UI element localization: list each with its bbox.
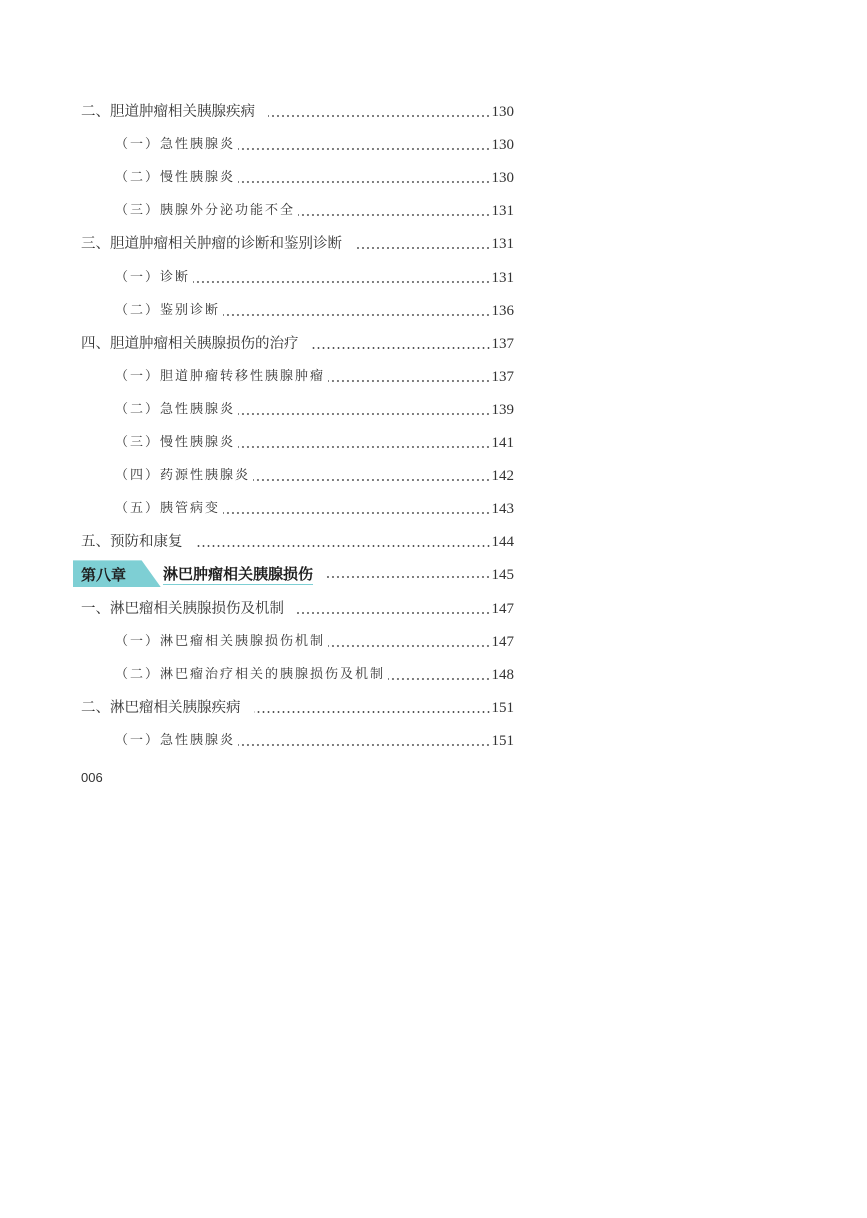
toc-subsection-entry	[81, 128, 514, 161]
toc-subsection-entry	[81, 658, 514, 691]
toc-page-number: 145	[491, 566, 514, 583]
toc-subsection-number: （四）	[115, 468, 161, 484]
toc-subsection-entry	[81, 194, 514, 227]
toc-subsection-entry	[81, 492, 514, 525]
toc-entry-title: 急性胰腺炎	[160, 137, 236, 153]
toc-chapter-entry	[81, 558, 514, 591]
toc-entry-title: 胆道肿瘤转移性胰腺肿瘤	[160, 368, 326, 384]
dot-leader	[223, 512, 490, 514]
toc-page-number: 139	[491, 401, 514, 418]
toc-subsection-number: （二）	[115, 401, 161, 417]
toc-entry-title: 淋巴瘤治疗相关的胰腺损伤及机制	[160, 666, 386, 682]
toc-subsection-entry	[81, 294, 514, 327]
toc-entry-title: 慢性胰腺炎	[160, 170, 236, 186]
toc-entry-title: 二、淋巴瘤相关胰腺疾病	[81, 699, 241, 716]
toc-entry-title: 淋巴瘤相关胰腺损伤机制	[160, 633, 326, 649]
dot-leader	[196, 545, 491, 547]
dot-leader	[238, 181, 490, 183]
page-number: 006	[81, 770, 103, 785]
dot-leader	[254, 711, 491, 713]
dot-leader	[297, 612, 491, 614]
toc-subsection-entry	[81, 161, 514, 194]
toc-page-number: 137	[491, 335, 514, 352]
dot-leader	[238, 744, 490, 746]
toc-subsection-entry	[81, 260, 514, 293]
toc-entry-title: 胰管病变	[160, 501, 221, 517]
toc-entry-title: 急性胰腺炎	[160, 401, 236, 417]
toc-subsection-number: （五）	[115, 501, 161, 517]
toc-subsection-number: （二）	[115, 302, 161, 318]
dot-leader	[328, 645, 490, 647]
chapter-label: 第八章	[81, 565, 127, 584]
dot-leader	[193, 281, 490, 283]
toc-page-number: 147	[491, 633, 514, 650]
toc-subsection-entry	[81, 360, 514, 393]
toc-subsection-entry	[81, 459, 514, 492]
dot-leader	[355, 247, 491, 249]
toc-section-entry	[81, 227, 514, 260]
toc-page-number: 136	[491, 302, 514, 319]
toc-section-entry	[81, 525, 514, 558]
toc-entry-title: 慢性胰腺炎	[160, 435, 236, 451]
toc-page-number: 141	[491, 435, 514, 452]
toc-page-number: 130	[491, 104, 514, 121]
toc-entry-title: 诊断	[160, 269, 191, 285]
dot-leader	[253, 479, 490, 481]
toc-subsection-entry	[81, 426, 514, 459]
toc-page-number: 130	[491, 170, 514, 187]
dot-leader	[298, 214, 490, 216]
toc-subsection-entry	[81, 724, 514, 757]
toc-entry-title: 五、预防和康复	[81, 534, 183, 551]
toc-section-entry	[81, 691, 514, 724]
toc-page-number: 130	[491, 137, 514, 154]
chapter-title: 淋巴肿瘤相关胰腺损伤	[163, 564, 314, 583]
toc-page-number: 144	[491, 534, 514, 551]
toc-subsection-number: （二）	[115, 170, 161, 186]
toc-entry-title: 二、胆道肿瘤相关胰腺疾病	[81, 104, 255, 121]
toc-subsection-number: （三）	[115, 203, 161, 219]
toc-entry-title: 胰腺外分泌功能不全	[160, 203, 296, 219]
dot-leader	[238, 446, 490, 448]
toc-page-number: 151	[491, 732, 514, 749]
toc-page-number: 137	[491, 368, 514, 385]
toc-section-entry	[81, 327, 514, 360]
dot-leader	[238, 413, 490, 415]
dot-leader	[388, 678, 490, 680]
dot-leader	[268, 115, 491, 117]
toc-entry-title: 药源性胰腺炎	[160, 468, 251, 484]
toc-subsection-entry	[81, 393, 514, 426]
dot-leader	[326, 576, 490, 578]
toc-entry-title: 急性胰腺炎	[160, 732, 236, 748]
dot-leader	[238, 148, 490, 150]
toc-page-number: 131	[491, 236, 514, 253]
toc-subsection-number: （一）	[115, 269, 161, 285]
toc-subsection-number: （一）	[115, 368, 161, 384]
toc-page-number: 131	[491, 203, 514, 220]
toc-page-number: 131	[491, 269, 514, 286]
dot-leader	[223, 314, 490, 316]
toc-entry-title: 四、胆道肿瘤相关胰腺损伤的治疗	[81, 335, 299, 352]
toc-entry-title: 三、胆道肿瘤相关肿瘤的诊断和鉴别诊断	[81, 236, 342, 253]
toc-subsection-number: （一）	[115, 137, 161, 153]
toc-subsection-number: （一）	[115, 633, 161, 649]
toc-entry-title: 鉴别诊断	[160, 302, 221, 318]
toc-subsection-number: （二）	[115, 666, 161, 682]
toc-subsection-number: （一）	[115, 732, 161, 748]
toc-page-number: 142	[491, 468, 514, 485]
toc-section-entry	[81, 95, 514, 128]
dot-leader	[312, 347, 491, 349]
toc-page-number: 151	[491, 699, 514, 716]
toc-entry-title: 一、淋巴瘤相关胰腺损伤及机制	[81, 600, 284, 617]
table-of-contents	[81, 95, 514, 757]
dot-leader	[328, 380, 490, 382]
toc-page-number: 148	[491, 666, 514, 683]
toc-page-number: 143	[491, 501, 514, 518]
toc-section-entry	[81, 591, 514, 624]
toc-subsection-entry	[81, 625, 514, 658]
toc-page-number: 147	[491, 600, 514, 617]
toc-subsection-number: （三）	[115, 435, 161, 451]
